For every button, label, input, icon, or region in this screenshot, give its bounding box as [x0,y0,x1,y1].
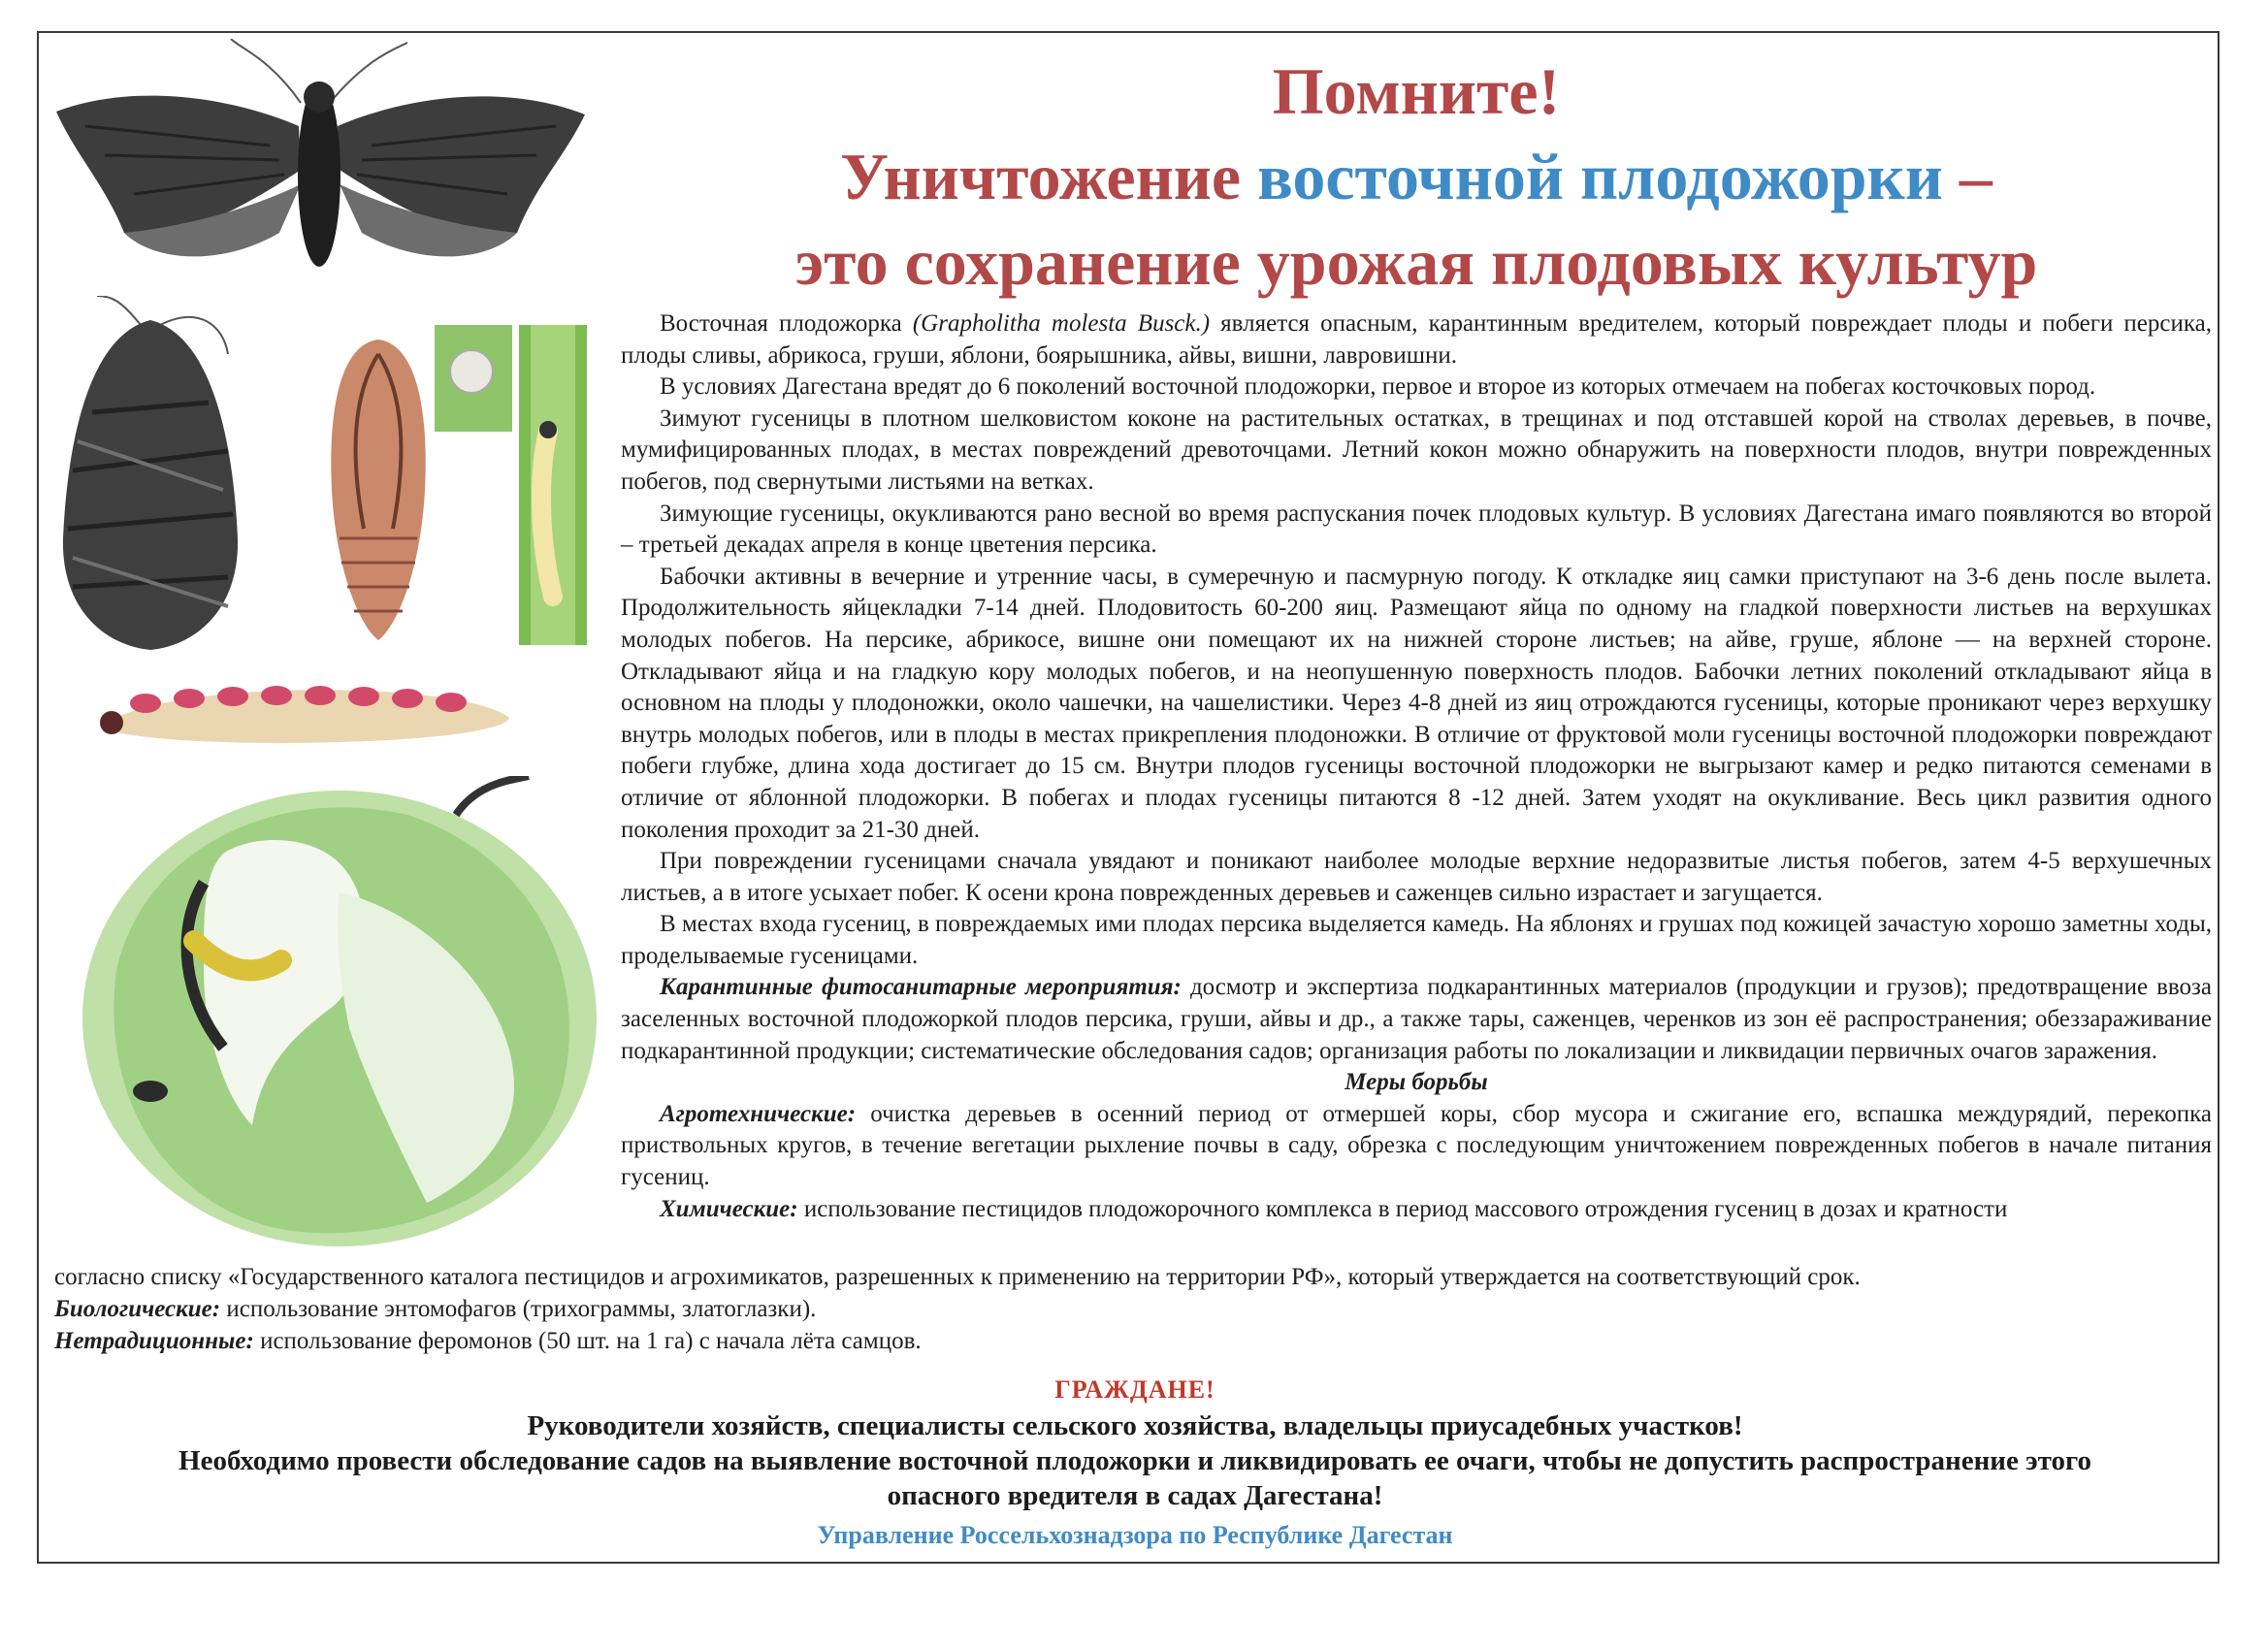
moth-folded-wings-illustration [53,296,247,655]
larva-in-shoot-illustration [519,325,587,645]
caterpillar-illustration [92,669,519,757]
paragraph-damage: При повреждении гусеницами сначала увядают и поникают наиболее молодые верхние недоразвитые листья побегов, затем 4-5 верхушечных листьев, а в итоге усыхает побег. К осени крона поврежденных деревьев и саженцев сильно израстает и загущается. [621,848,2212,906]
latin-name: (Grapholitha molesta Busck.) [912,310,1211,337]
paragraph-wintering: Зимуют гусеницы в плотном шелковистом коконе на растительных остатках, в трещинах и под отставшей корой на стволах деревьев, в почве, мумифицированных плодах, в местах повреждений древоточцами. Летний кокон можно обнаружить на поверхности плодов, внутри поврежденных побегов, под свернутыми листьями на ветках. [621,404,2212,495]
paragraph-biology: Бабочки активны в вечерние и утренние часы, в сумеречную и пасмурную погоду. К откладке яиц самки приступают на 3-6 день после вылета. Продолжительность яйцекладки 7-14 дней. Плодовитость 60-200 яиц. Размещают яйца по одному на гладкой поверхности листьев на верхушках молодых побегов. На персике, абрикосе, вишне они помещают их на нижней стороне листьев; на айве, груше, яблоне — на верхней стороне. Откладывают яйца и на гладкую кору молодых побегов, и на неопушенную поверхность плодов. Бабочки летних поколений откладывают яйца в основном на плоды у плодоножки, около чашечки, на чашелистики. Через 4-8 дней из яиц отрождаются гусеницы, которые проникают через верхушку внутрь молодых побегов, или в плоды в местах прикрепления плодоножки. В отличие от фруктовой моли гусеницы восточной плодожорки повреждают побеги глубже, длина хода достигает до 15 см. Внутри плодов гусеницы восточной плодожорки не выгрызают камер и редко питаются семенами в отличие от яблонной плодожорки. В побегах и плодах гусеницы питаются 8 -12 дней. Затем уходят на окукливание. Весь цикл развития одного поколения проходит за 21-30 дней. [621,563,2212,843]
paragraph-generations: В условиях Дагестана вредят до 6 поколений восточной плодожорки, первое и второе из которых отмечаем на побегах косточковых пород. [660,373,2096,401]
poster-title [621,48,2212,305]
paragraph-biological: Биологические: использование энтомофагов (трихограммы, златоглазки). [54,1296,817,1322]
footer-organization: Управление Россельхознадзора по Республике Дагестан [817,1521,1453,1549]
appeal-line-1: Руководители хозяйств, специалисты сельского хозяйства, владельцы приусадебных участков! [527,1410,1743,1441]
paragraph-agrotechnical: Агротехнические: очистка деревьев в осенний период от отмершей коры, сбор мусора и сжигание его, вспашка междурядий, перекопка приствольных кругов, в течение вегетации рыхление почвы в саду, обрезка с последующим уничтожением поврежденных побегов в начале питания гусениц. [621,1100,2212,1191]
paragraph-nontraditional: Нетрадиционные: использование феромонов (50 шт. на 1 га) с начала лёта самцов. [54,1328,922,1354]
appeal-heading: ГРАЖДАНЕ! [1054,1375,1215,1404]
damaged-apple-illustration [58,776,601,1251]
title-line-1: Помните! [1272,54,1561,128]
paragraph-chemical: Химические: использование пестицидов плодожорочного комплекса в период массового отрождения гусениц в дозах и кратности [660,1195,2008,1222]
title-highlight: восточной плодожорки [1257,140,1943,213]
paragraph-quarantine: Карантинные фитосанитарные мероприятия: досмотр и экспертиза подкарантинных материалов (продукции и грузов); предотвращение ввоза заселенных восточной плодожоркой плодов персика, груши, айвы и др., а также тары, саженцев, черенков из зон её распространения; обеззараживание подкарантинной продукции; систематические обследования садов; организация работы по локализации и ликвидации первичных очагов заражения. [621,974,2213,1064]
appeal-line-2: Необходимо провести обследование садов на выявление восточной плодожорки и ликвидировать ее очаги, чтобы не допустить распространение этого опасного вредителя в садах Дагестана! [178,1445,2091,1511]
title-line-2: Уничтожение восточной плодожорки – [840,140,1993,213]
moth-adult-spread-illustration [47,39,599,301]
full-width-text [54,1261,2212,1357]
body-text [621,308,2212,1225]
title-line-3: это сохранение урожая плодовых культур [794,225,2038,299]
pupa-illustration [320,335,437,645]
paragraph-intro: Восточная плодожорка (Grapholitha molesta Busck.) является опасным, карантинным вредителем, который повреждает плоды и побеги персика, плоды сливы, абрикоса, груши, яблони, боярышника, айвы, вишни, лавровишни. [621,310,2212,369]
measures-heading: Меры борьбы [1345,1069,1488,1096]
paragraph-gum: В местах входа гусениц, в повреждаемых ими плодах персика выделяется камедь. На яблонях и грушах под кожицей зачастую хорошо заметны ходы, проделываемые гусеницами. [621,911,2212,969]
egg-on-leaf-illustration [435,325,512,432]
paragraph-chemical-continued: согласно списку «Государственного каталога пестицидов и агрохимикатов, разрешенных к применению на территории РФ», который утверждается на соответствующий срок. [54,1264,1861,1290]
paragraph-pupation: Зимующие гусеницы, окукливаются рано весной во время распускания почек плодовых культур. В условиях Дагестана имаго появляются во второй – третьей декадах апреля в конце цветения персика. [621,500,2212,559]
